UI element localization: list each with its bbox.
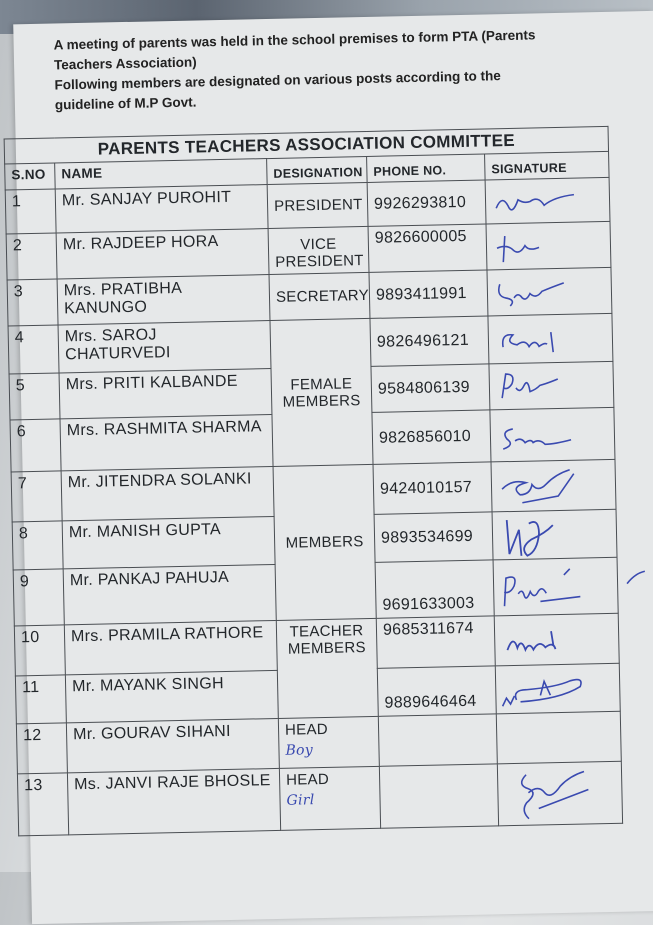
designation-head-girl (279, 766, 380, 830)
row-phone: 9685311674 (376, 616, 495, 668)
intro-line-4: guideline of M.P Govt. (54, 94, 197, 113)
handwritten-signature (489, 319, 600, 359)
handwritten-signature (494, 564, 605, 610)
row-name: Mr. MAYANK SINGH (65, 670, 278, 722)
stray-ink-mark (625, 569, 649, 587)
row-phone (378, 714, 497, 766)
designation-secretary: SECRETARY (269, 272, 370, 320)
row-phone: 9889646464 (377, 666, 496, 716)
signature-cell (497, 761, 622, 826)
header-sno: S.NO (5, 163, 56, 190)
signature-cell (488, 313, 613, 364)
head-girl-printed: HEAD (285, 770, 330, 789)
row-phone: 9826496121 (370, 316, 489, 366)
signature-cell (491, 459, 616, 512)
handwritten-signature (488, 272, 599, 312)
designation-members: MEMBERS (273, 464, 376, 620)
header-phone: PHONE NO. (367, 154, 486, 182)
row-name: Mrs. PRAMILA RATHORE (64, 620, 277, 674)
table-title: PARENTS TEACHERS ASSOCIATION COMMITTEE (4, 126, 608, 164)
row-name: Mrs. PRITI KALBANDE (59, 369, 272, 419)
row-sno: 9 (13, 569, 64, 626)
row-name: Mr. JITENDRA SOLANKI (61, 466, 274, 520)
handwritten-signature (493, 512, 604, 558)
row-phone: 9424010157 (373, 462, 492, 514)
row-name: Mrs. RASHMITA SHARMA (60, 415, 273, 471)
handwritten-signature (490, 366, 601, 406)
handwritten-signature (491, 415, 602, 455)
row-phone: 9826856010 (372, 410, 491, 464)
row-name: Mrs. PRATIBHA KANUNGO (57, 275, 270, 325)
table-row (17, 761, 622, 836)
handwritten-signature (492, 465, 603, 507)
row-sno: 8 (12, 521, 63, 570)
intro-line-1: A meeting of parents was held in the school premises to form PTA (Parents (53, 27, 536, 53)
pta-committee-table (4, 126, 624, 837)
signature-cell (489, 361, 614, 410)
signature-cell (493, 557, 618, 616)
handwritten-signature (495, 620, 606, 660)
signature-cell (486, 221, 611, 270)
row-phone: 9926293810 (367, 180, 486, 226)
designation-president: PRESIDENT (267, 182, 368, 228)
signature-cell (487, 267, 612, 316)
designation-head-boy (278, 716, 379, 768)
row-sno: 5 (9, 373, 60, 420)
signature-cell (494, 613, 619, 666)
row-sno: 13 (17, 773, 68, 836)
head-girl-handwritten: Girl (286, 792, 315, 809)
row-sno: 2 (6, 233, 57, 280)
row-sno: 7 (11, 471, 62, 522)
row-sno: 10 (14, 625, 65, 676)
row-phone: 9584806139 (371, 364, 490, 412)
row-sno: 1 (5, 189, 56, 234)
intro-line-3: Following members are designated on various posts according to the (54, 68, 501, 93)
row-phone: 9691633003 (375, 560, 494, 618)
row-name: Ms. JANVI RAJE BHOSLE (67, 768, 280, 834)
row-phone: 9826600005 (368, 224, 487, 272)
handwritten-signature (496, 667, 617, 710)
handwritten-signature (487, 226, 598, 266)
signature-cell (495, 663, 620, 714)
row-sno: 3 (7, 279, 58, 326)
row-phone (379, 764, 498, 828)
row-phone: 9893411991 (369, 270, 488, 318)
header-designation: DESIGNATION (267, 156, 368, 184)
designation-female-members: FEMALE MEMBERS (270, 318, 373, 466)
signature-cell (492, 509, 617, 560)
head-boy-printed: HEAD (284, 720, 329, 739)
row-name: Mrs. SAROJ CHATURVEDI (58, 321, 271, 373)
row-sno: 11 (15, 675, 66, 724)
signature-cell (485, 177, 610, 224)
handwritten-signature (486, 182, 597, 220)
designation-teacher-members: TEACHER MEMBERS (276, 618, 378, 718)
handwritten-signature (498, 765, 609, 823)
row-name: Mr. RAJDEEP HORA (56, 229, 269, 279)
head-boy-handwritten: Boy (285, 742, 314, 759)
row-phone: 9893534699 (374, 512, 493, 562)
row-sno: 6 (10, 419, 61, 472)
header-signature: SIGNATURE (485, 151, 610, 180)
row-name: Mr. MANISH GUPTA (62, 516, 275, 568)
row-name: Mr. PANKAJ PAHUJA (63, 564, 276, 624)
row-name: Mr. GOURAV SIHANI (66, 718, 279, 772)
signature-cell (490, 407, 615, 462)
designation-vice-president: VICE PRESIDENT (268, 226, 369, 274)
row-sno: 12 (16, 723, 67, 774)
header-name: NAME (55, 159, 267, 189)
intro-line-2: Teachers Association) (53, 54, 197, 73)
row-sno: 4 (8, 325, 59, 374)
signature-cell (496, 711, 621, 764)
row-name: Mr. SANJAY PUROHIT (55, 185, 268, 233)
intro-paragraph (53, 24, 595, 115)
